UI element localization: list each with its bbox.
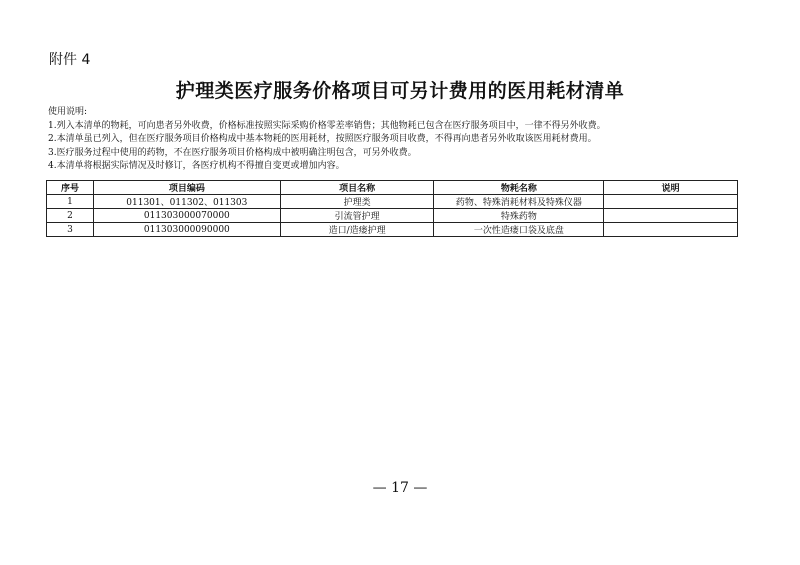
page-number: — 17 — — [372, 480, 428, 496]
header-remarks: 说明 — [604, 181, 738, 195]
header-index: 序号 — [47, 181, 94, 195]
cell-remarks — [604, 223, 738, 237]
cell-code: 011301、011302、011303 — [93, 195, 280, 209]
header-consumable-name: 物耗名称 — [434, 181, 604, 195]
consumables-table — [46, 180, 738, 237]
header-code: 项目编码 — [93, 181, 280, 195]
table-row — [47, 195, 738, 209]
cell-code: 011303000090000 — [93, 223, 280, 237]
cell-index: 1 — [47, 195, 94, 209]
cell-item-name: 造口/造瘘护理 — [280, 223, 434, 237]
header-item-name: 项目名称 — [280, 181, 434, 195]
notes-heading: 使用说明: — [48, 107, 88, 117]
usage-notes — [48, 106, 748, 174]
cell-index: 3 — [47, 223, 94, 237]
cell-remarks — [604, 209, 738, 223]
cell-code: 011303000070000 — [93, 209, 280, 223]
attachment-label: 附件 4 — [49, 52, 91, 68]
table-header-row — [47, 181, 738, 195]
note-item: 1.列入本清单的物耗，可向患者另外收费，价格标准按照实际采购价格零差率销售；其他物耗已包含在医疗服务项目中，一律不得另外收费。 — [48, 120, 606, 131]
table-row — [47, 223, 738, 237]
table-row — [47, 209, 738, 223]
cell-item-name: 护理类 — [280, 195, 434, 209]
note-item: 2.本清单虽已列入，但在医疗服务项目价格构成中基本物耗的医用耗材，按照医疗服务项目收费，不得再向患者另外收取该医用耗材费用。 — [48, 134, 597, 145]
cell-consumable-name: 药物、特殊消耗材料及特殊仪器 — [434, 195, 604, 209]
document-title: 护理类医疗服务价格项目可另计费用的医用耗材清单 — [175, 80, 625, 102]
cell-consumable-name: 一次性造瘘口袋及底盘 — [434, 223, 604, 237]
note-item: 4.本清单将根据实际情况及时修订，各医疗机构不得擅自变更或增加内容。 — [48, 161, 345, 172]
cell-index: 2 — [47, 209, 94, 223]
cell-remarks — [604, 195, 738, 209]
cell-item-name: 引流管护理 — [280, 209, 434, 223]
note-item: 3.医疗服务过程中使用的药物，不在医疗服务项目价格构成中被明确注明包含，可另外收费。 — [48, 147, 417, 158]
cell-consumable-name: 特殊药物 — [434, 209, 604, 223]
